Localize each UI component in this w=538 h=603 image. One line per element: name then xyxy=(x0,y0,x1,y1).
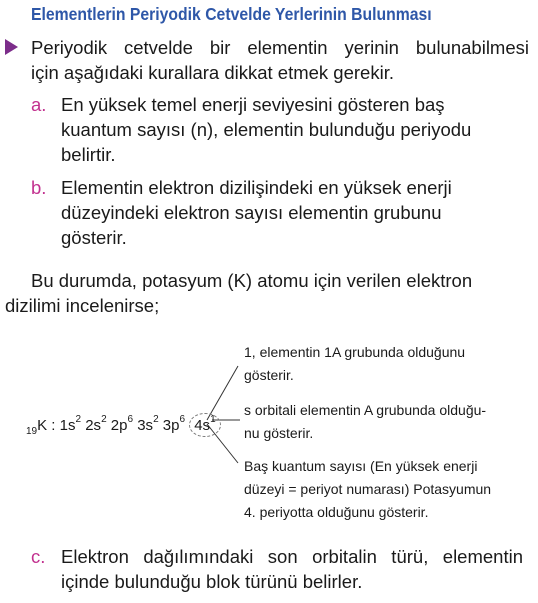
atomic-number: 19 xyxy=(26,426,38,437)
electron-count: 2 xyxy=(75,414,82,425)
annotation-line: düzeyi = periyot numarası) Potasyumun xyxy=(244,481,492,497)
orbital xyxy=(162,414,186,434)
example-line: dizilimi incelenirse; xyxy=(5,295,160,316)
rule-line: Elementin elektron dizilişindeki en yüksek enerji xyxy=(61,177,452,198)
rule-line: belirtir. xyxy=(61,144,116,165)
annotation-line: s orbitali elementin A grubunda olduğu- xyxy=(244,402,487,418)
electron-count: 2 xyxy=(101,414,107,425)
orbital-label: 3s xyxy=(137,417,154,434)
orbital-label: 1s xyxy=(59,417,76,434)
electron-count: 1 xyxy=(210,414,216,425)
annotation-line: gösterir. xyxy=(244,367,294,383)
electron-count: 6 xyxy=(127,414,134,425)
rule-line: gösterir. xyxy=(61,227,127,248)
orbital-label: 2p xyxy=(110,417,128,434)
rule-a-marker: a. xyxy=(31,94,47,115)
rule-line: En yüksek temel enerji seviyesini gösteren baş xyxy=(61,94,445,115)
annotation-period xyxy=(244,455,526,524)
electron-count: 2 xyxy=(153,414,159,425)
orbital xyxy=(59,414,82,434)
rule-line: Elektron dağılımındaki son orbitalin türü, elementin xyxy=(61,546,523,567)
orbital xyxy=(110,414,134,434)
rule-line: içinde bulunduğu blok türünü belirler. xyxy=(61,571,363,592)
annotation-line: nu gösterir. xyxy=(244,425,314,441)
page-title: Elementlerin Periyodik Cetvelde Yerlerinin Bulunması xyxy=(31,4,432,24)
element-symbol: K : xyxy=(37,417,60,434)
example-line: Bu durumda, potasyum (K) atomu için verilen elektron xyxy=(31,270,473,291)
orbital xyxy=(85,414,107,434)
highlighted-orbital-4s xyxy=(189,413,220,437)
rule-c-text xyxy=(61,544,523,594)
rule-b-marker: b. xyxy=(31,177,47,198)
orbital-label: 2s xyxy=(85,417,102,434)
electron-count: 6 xyxy=(179,414,186,425)
rule-line: kuantum sayısı (n), elementin bulunduğu periyodu xyxy=(61,119,472,140)
intro-line: Periyodik cetvelde bir elementin yerinin bulunabilmesi xyxy=(31,37,529,58)
annotation-group xyxy=(244,341,526,387)
electron-configuration xyxy=(26,413,221,437)
rule-c-marker: c. xyxy=(31,546,46,567)
annotation-orbital-type xyxy=(244,399,526,445)
annotation-line: 1, elementin 1A grubunda olduğunu xyxy=(244,344,466,360)
rule-line: düzeyindeki elektron sayısı elementin grubunu xyxy=(61,202,442,223)
intro-line: için aşağıdaki kurallara dikkat etmek gerekir. xyxy=(31,62,394,83)
orbital-label: 4s xyxy=(194,417,211,434)
orbital xyxy=(137,414,159,434)
annotation-line: 4. periyotta olduğunu gösterir. xyxy=(244,504,429,520)
annotation-line: Baş kuantum sayısı (En yüksek enerji xyxy=(244,458,478,474)
orbital-label: 3p xyxy=(162,417,180,434)
